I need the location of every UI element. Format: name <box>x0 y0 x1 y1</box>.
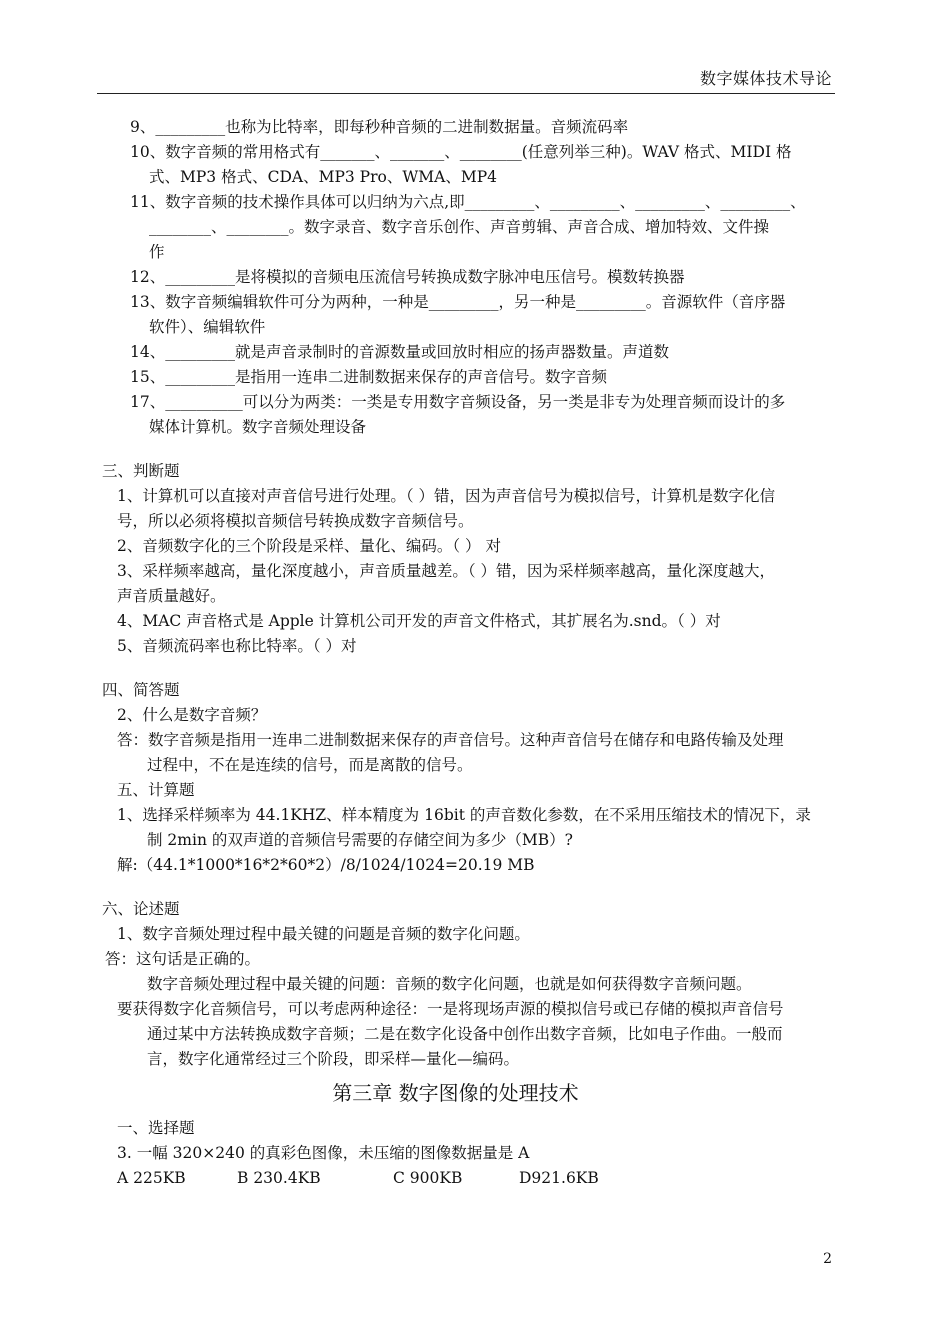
judge-item-5: 5、音频流码率也称比特率。（ ）对 <box>117 637 357 655</box>
essay-heading: 六、论述题 <box>102 900 180 918</box>
chapter3-section-heading: 一、选择题 <box>117 1119 195 1137</box>
judge-heading: 三、判断题 <box>102 462 180 480</box>
short-answer-heading: 四、简答题 <box>102 681 180 699</box>
judge-item-2: 2、音频数字化的三个阶段是采样、量化、编码。（ ） 对 <box>117 537 501 555</box>
fill-item-10-cont: 式、MP3 格式、CDA、MP3 Pro、WMA、MP4 <box>149 168 497 186</box>
essay-question: 1、数字音频处理过程中最关键的问题是音频的数字化问题。 <box>117 925 530 943</box>
calc-answer: 解:（44.1*1000*16*2*60*2）/8/1024/1024=20.19 MB <box>117 856 535 874</box>
page-number: 2 <box>823 1251 832 1267</box>
short-answer-line-2: 过程中，不在是连续的信号，而是离散的信号。 <box>147 756 473 774</box>
chapter3-options <box>102 1166 834 1191</box>
essay-answer-line-5: 言，数字化通常经过三个阶段，即采样—量化—编码。 <box>147 1050 520 1068</box>
option-a: A 225KB <box>117 1169 186 1187</box>
fill-item-12: 12、_________是将模拟的音频电压流信号转换成数字脉冲电压信号。模数转换器 <box>130 268 685 286</box>
fill-item-11: 11、数字音频的技术操作具体可以归纳为六点,即_________、_________、_________、_________、 <box>130 193 806 211</box>
fill-item-9: 9、_________也称为比特率，即每秒种音频的二进制数据量。音频流码率 <box>130 118 629 136</box>
judge-item-3-cont: 声音质量越好。 <box>117 587 226 605</box>
page-content <box>102 115 834 1191</box>
fill-item-15: 15、_________是指用一连串二进制数据来保存的声音信号。数字音频 <box>130 368 607 386</box>
option-c: C 900KB <box>393 1169 463 1187</box>
calc-question-line-1: 1、选择采样频率为 44.1KHZ、样本精度为 16bit 的声音数化参数，在不采用压缩技术的情况下，录 <box>117 806 811 824</box>
option-b: B 230.4KB <box>237 1169 321 1187</box>
fill-item-14: 14、_________就是声音录制时的音源数量或回放时相应的扬声器数量。声道数 <box>130 343 669 361</box>
judge-item-1-cont: 号，所以必须将模拟音频信号转换成数字音频信号。 <box>117 512 474 530</box>
short-answer-line-1: 答：数字音频是指用一连串二进制数据来保存的声音信号。这种声音信号在储存和电路传输及处理 <box>117 731 784 749</box>
fill-item-13-cont: 软件）、编辑软件 <box>149 318 266 336</box>
essay-answer-line-4: 通过某中方法转换成数字音频；二是在数字化设备中创作出数字音频，比如电子作曲。一般而 <box>147 1025 783 1043</box>
option-d: D921.6KB <box>519 1169 599 1187</box>
fill-item-11-cont2: 作 <box>149 243 165 261</box>
fill-item-17-cont: 媒体计算机。数字音频处理设备 <box>149 418 367 436</box>
short-answer-question: 2、什么是数字音频？ <box>117 706 267 724</box>
calc-heading: 五、计算题 <box>117 781 195 799</box>
fill-item-11-cont: ________、________。数字录音、数字音乐创作、声音剪辑、声音合成、增加特效、文件操 <box>149 218 770 236</box>
essay-answer-line-3: 要获得数字化音频信号，可以考虑两种途径：一是将现场声源的模拟信号或已存储的模拟声音信号 <box>117 1000 784 1018</box>
fill-item-13: 13、数字音频编辑软件可分为两种，一种是_________，另一种是_________。音源软件（音序器 <box>130 293 786 311</box>
fill-item-17: 17、__________可以分为两类：一类是专用数字音频设备，另一类是非专为处理音频而设计的多 <box>130 393 786 411</box>
judge-item-1: 1、计算机可以直接对声音信号进行处理。（ ）错，因为声音信号为模拟信号，计算机是数字化信 <box>117 487 776 505</box>
judge-item-4: 4、MAC 声音格式是 Apple 计算机公司开发的声音文件格式，其扩展名为.snd。（ ）对 <box>117 612 721 630</box>
essay-answer-line-1: 答：这句话是正确的。 <box>105 950 261 968</box>
calc-question-line-2: 制 2min 的双声道的音频信号需要的存储空间为多少（MB）? <box>147 831 573 849</box>
header-title: 数字媒体技术导论 <box>699 69 832 88</box>
fill-item-10: 10、数字音频的常用格式有_______、_______、________(任意列举三种)。WAV 格式、MIDI 格 <box>130 143 792 161</box>
chapter3-question: 3. 一幅 320×240 的真彩色图像，未压缩的图像数据量是 A <box>117 1144 530 1162</box>
chapter-title: 第三章 数字图像的处理技术 <box>332 1081 579 1105</box>
header-rule <box>97 93 835 94</box>
judge-item-3: 3、采样频率越高，量化深度越小，声音质量越差。（ ）错，因为采样频率越高，量化深度越大， <box>117 562 776 580</box>
essay-answer-line-2: 数字音频处理过程中最关键的问题：音频的数字化问题，也就是如何获得数字音频问题。 <box>147 975 752 993</box>
